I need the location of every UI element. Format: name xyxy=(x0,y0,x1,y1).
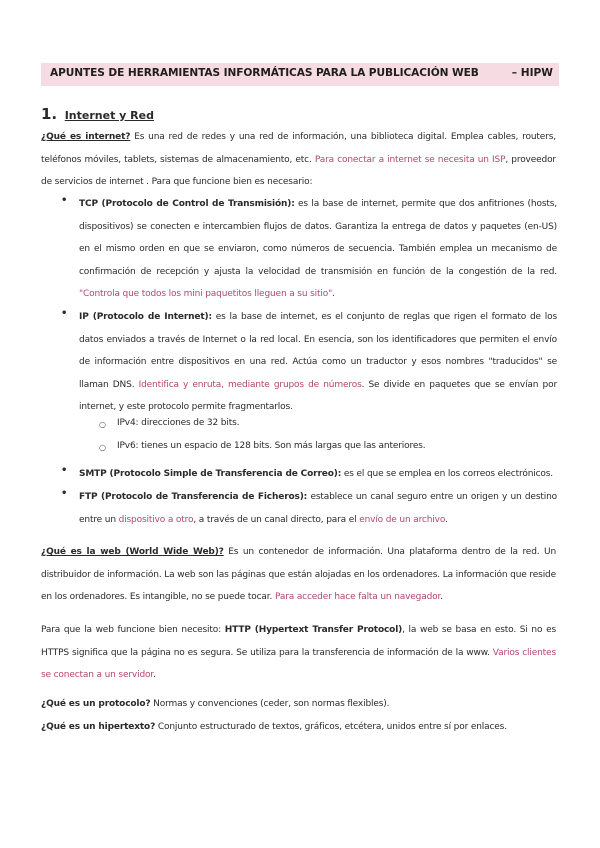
internet-paragraph: ¿Qué es internet? Es una red de redes y una red de información, una biblioteca digital. Emplea cables, routers, teléfonos móviles, tablets, sistemas de almacenamiento, etc. Para conectar a internet se necesita un ISP, proveedor de servicios de internet . Para que funcione bien es necesario: xyxy=(41,132,556,187)
protocol-question: ¿Qué es un protocolo? xyxy=(41,699,151,709)
web-question: ¿Qué es la web (World Wide Web)? xyxy=(41,547,224,557)
ip-item: IP (Protocolo de Internet): es la base de internet, es el conjunto de reglas que rigen el formato de los datos enviados a través de Internet o la red local. En esencia, son los identificadores que permiten el envío de información entre dispositivos en una red. Actúa como un traductor y esos nombres "traducidos" se llaman DNS. Identifica y enruta, mediante grupos de números. Se divide en paquetes que se envían por internet, y este protocolo permite fragmentarlos. xyxy=(79,312,557,412)
ip-label: IP (Protocolo de Internet): xyxy=(79,312,212,322)
ftp-highlight-device: dispositivo a otro xyxy=(118,514,194,525)
smtp-item: SMTP (Protocolo Simple de Transferencia de Correo): es el que se emplea en los correos electrónicos. xyxy=(79,469,554,479)
sub-bullet-icon: ○ xyxy=(99,443,106,452)
web-paragraph: ¿Qué es la web (World Wide Web)? Es un contenedor de información. Una plataforma dentro de la red. Un distribuidor de información. La web son las páginas que están alojadas en los ordenadores. La información que reside en los ordenadores. Es intangible, no se puede tocar. Para acceder hace falta un navegador. xyxy=(41,547,556,602)
bullet-icon: • xyxy=(61,488,68,499)
ipv4-item: IPv4: direcciones de 32 bits. xyxy=(117,418,240,428)
course-code: – HIPW xyxy=(511,67,553,79)
bullet-icon: • xyxy=(61,195,68,206)
internet-question: ¿Qué es internet? xyxy=(41,132,131,142)
ftp-highlight-file: envío de un archivo xyxy=(359,514,446,525)
document-title: APUNTES DE HERRAMIENTAS INFORMÁTICAS PARA LA PUBLICACIÓN WEB xyxy=(50,67,479,79)
section-heading xyxy=(41,104,154,123)
ip-highlight: Identifica y enruta, mediante grupos de números xyxy=(138,379,362,390)
ftp-label: FTP (Protocolo de Transferencia de Ficheros): xyxy=(79,492,308,502)
http-paragraph: Para que la web funcione bien necesito: HTTP (Hypertext Transfer Protocol), la web se basa en esto. Si no es HTTPS significa que la página no es segura. Se utiliza para la transferencia de información de la www. Varios clientes se conectan a un servidor. xyxy=(41,625,556,680)
tcp-highlight: "Controla que todos los mini paquetitos lleguen a su sitio" xyxy=(79,289,333,299)
ipv6-item: IPv6: tienes un espacio de 128 bits. Son más largas que las anteriores. xyxy=(117,441,426,451)
section-number: 1. xyxy=(41,105,58,123)
hypertext-paragraph: ¿Qué es un hipertexto? Conjunto estructurado de textos, gráficos, etcétera, unidos entre sí por enlaces. xyxy=(41,722,507,732)
sub-bullet-icon: ○ xyxy=(99,420,106,429)
ftp-item: FTP (Protocolo de Transferencia de Ficheros): establece un canal seguro entre un origen y un destino entre un dispositivo a otro, a través de un canal directo, para el envío de un archivo. xyxy=(79,492,557,525)
smtp-label: SMTP (Protocolo Simple de Transferencia de Correo): xyxy=(79,469,342,479)
isp-highlight: Para conectar a internet se necesita un ISP xyxy=(314,154,506,165)
http-label: HTTP (Hypertext Transfer Protocol) xyxy=(224,625,403,635)
section-title: Internet y Red xyxy=(64,109,154,122)
web-highlight: Para acceder hace falta un navegador xyxy=(274,592,441,602)
protocol-paragraph: ¿Qué es un protocolo? Normas y convenciones (ceder, son normas flexibles). xyxy=(41,699,390,709)
hypertext-question: ¿Qué es un hipertexto? xyxy=(41,722,156,732)
bullet-icon: • xyxy=(61,465,68,476)
title-banner xyxy=(41,63,559,86)
tcp-item: TCP (Protocolo de Control de Transmisión): es la base de internet, permite que dos anfitriones (hosts, dispositivos) se conecten e intercambien flujos de datos. Garantiza la entrega de datos y paquetes (en-US) en el mismo orden en que se enviaron, como números de secuencia. También emplea un mecanismo de confirmación de recepción y ajusta la velocidad de transmisión en función de la congestión de la red. "Controla que todos los mini paquetitos lleguen a su sitio". xyxy=(79,199,557,299)
http-highlight: Varios clientes se conectan a un servidor xyxy=(41,647,556,680)
tcp-label: TCP (Protocolo de Control de Transmisión): xyxy=(79,199,295,209)
bullet-icon: • xyxy=(61,308,68,319)
